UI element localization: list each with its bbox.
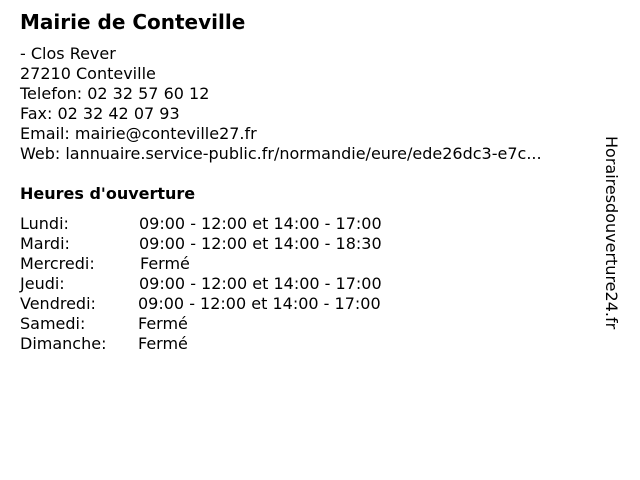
day-label: Mercredi:: [20, 254, 95, 273]
hours-row-thursday: [20, 274, 440, 294]
day-label: Mardi:: [20, 234, 70, 253]
day-hours: 09:00 - 12:00 et 14:00 - 17:00: [139, 214, 382, 233]
hours-row-sunday: [20, 334, 440, 354]
opening-hours-list: [20, 214, 440, 354]
contact-info: [20, 44, 542, 164]
hours-row-saturday: [20, 314, 440, 334]
hours-row-friday: [20, 294, 440, 314]
day-hours: Fermé: [140, 254, 190, 273]
day-label: Lundi:: [20, 214, 69, 233]
opening-hours-heading: Heures d'ouverture: [20, 184, 196, 203]
website-url: Web: lannuaire.service-public.fr/normandie/eure/ede26dc3-e7c...: [20, 144, 542, 163]
day-hours: 09:00 - 12:00 et 14:00 - 18:30: [139, 234, 382, 253]
day-label: Samedi:: [20, 314, 86, 333]
day-label: Dimanche:: [20, 334, 107, 353]
address-city: 27210 Conteville: [20, 64, 156, 83]
page-title: Mairie de Conteville: [20, 10, 246, 34]
address-street: - Clos Rever: [20, 44, 116, 63]
watermark-text: Horairesdouverture24.fr: [602, 136, 621, 330]
phone-number: Telefon: 02 32 57 60 12: [20, 84, 210, 103]
fax-number: Fax: 02 32 42 07 93: [20, 104, 180, 123]
day-hours: 09:00 - 12:00 et 14:00 - 17:00: [139, 274, 382, 293]
day-hours: Fermé: [138, 314, 188, 333]
email-address: Email: mairie@conteville27.fr: [20, 124, 257, 143]
hours-row-monday: [20, 214, 440, 234]
day-hours: Fermé: [138, 334, 188, 353]
day-label: Jeudi:: [20, 274, 65, 293]
hours-row-tuesday: [20, 234, 440, 254]
day-hours: 09:00 - 12:00 et 14:00 - 17:00: [138, 294, 381, 313]
day-label: Vendredi:: [20, 294, 96, 313]
hours-row-wednesday: [20, 254, 440, 274]
